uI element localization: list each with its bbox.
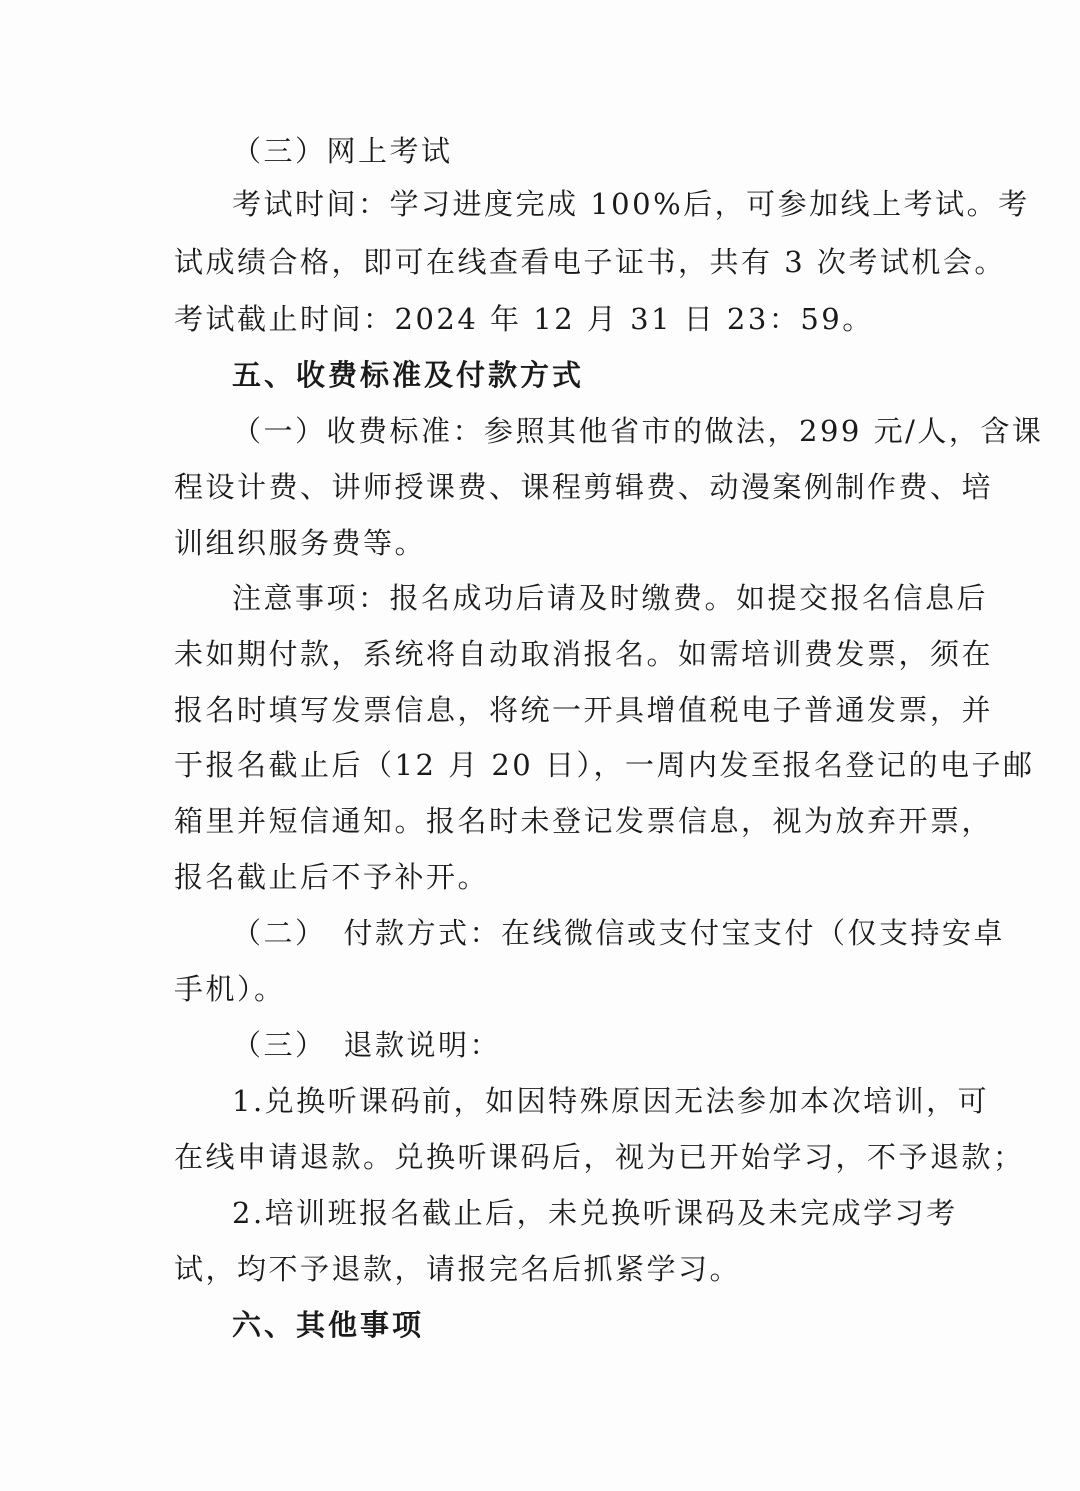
paragraph-line: 2.培训班报名截止后，未兑换听课码及未完成学习考 <box>232 1196 958 1230</box>
paragraph-line: 1.兑换听课码前，如因特殊原因无法参加本次培训，可 <box>232 1084 990 1118</box>
paragraph-line: 考试时间：学习进度完成 100%后，可参加线上考试。考 <box>232 187 1030 221</box>
paragraph-line: （二） 付款方式：在线微信或支付宝支付（仅支持安卓 <box>232 916 1006 950</box>
subheading-online-exam: （三）网上考试 <box>232 134 453 168</box>
paragraph-line: 箱里并短信通知。报名时未登记发票信息，视为放弃开票， <box>174 804 994 838</box>
paragraph-line: 程设计费、讲师授课费、课程剪辑费、动漫案例制作费、培 <box>174 470 994 504</box>
paragraph-line: 在线申请退款。兑换听课码后，视为已开始学习，不予退款； <box>174 1140 1025 1174</box>
paragraph-line: （一）收费标准：参照其他省市的做法，299 元/人，含课 <box>232 414 1044 448</box>
paragraph-line: 训组织服务费等。 <box>174 526 427 560</box>
paragraph-line: 注意事项：报名成功后请及时缴费。如提交报名信息后 <box>232 581 989 615</box>
paragraph-line: 手机）。 <box>174 972 286 1006</box>
paragraph-line: 报名截止后不予补开。 <box>174 860 490 894</box>
paragraph-line: 于报名截止后（12 月 20 日），一周内发至报名登记的电子邮 <box>174 748 1035 782</box>
paragraph-line: 未如期付款，系统将自动取消报名。如需培训费发票，须在 <box>174 637 994 671</box>
paragraph-line: 试成绩合格，即可在线查看电子证书，共有 3 次考试机会。 <box>174 245 1006 279</box>
paragraph-line: 考试截止时间：2024 年 12 月 31 日 23：59。 <box>174 302 874 336</box>
paragraph-line: 试，均不予退款，请报完名后抓紧学习。 <box>174 1252 742 1286</box>
paragraph-line: 报名时填写发票信息，将统一开具增值税电子普通发票，并 <box>174 693 994 727</box>
section-heading-fees: 五、收费标准及付款方式 <box>232 358 585 392</box>
subheading-refund: （三） 退款说明： <box>232 1028 502 1062</box>
section-heading-other: 六、其他事项 <box>232 1308 425 1342</box>
